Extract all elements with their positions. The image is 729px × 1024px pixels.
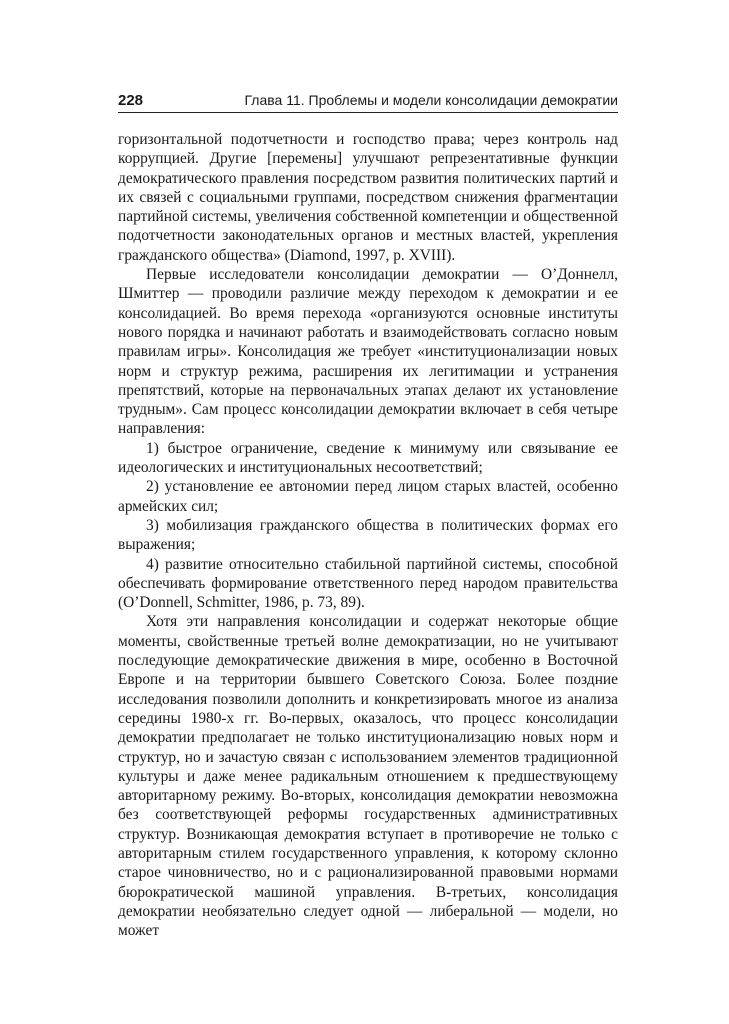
page-number: 228 [118, 92, 144, 109]
list-item: 4) развитие относительно стабильной партийной системы, способной обеспечивать формирование ответственного перед народом правительства (O’Donnell, Schmitter, 1986, p. 73, 89). [118, 555, 618, 612]
paragraph: Хотя эти направления консолидации и содержат некоторые общие моменты, свойственные третьей волне демократизации, но не учитывают последующие демократические движения в мире, особенно в Восточной Европе и на территории бывшего Советского Союза. Более поздние исследования позволили дополнить и конкретизировать многое из анализа середины 1980-х гг. Во-первых, оказалось, что процесс консолидации демократии предполагает не только институционализацию новых норм и структур, но и зачастую связан с использованием элементов традиционной культуры и даже менее радикальным отношением к предшествующему авторитарному режиму. Во-вторых, консолидация демократии невозможна без соответствующей реформы государственных административных структур. Возникающая демократия вступает в противоречие не только с авторитарным стилем государственного управления, к которому склонно старое чиновничество, но и с рационализированной правовыми нормами бюрократической машиной управления. В-третьих, консолидация демократии необязательно следует одной — либеральной — модели, но может [118, 613, 618, 940]
page-header [118, 92, 618, 113]
running-title: Глава 11. Проблемы и модели консолидации демократии [244, 92, 618, 108]
list-item: 3) мобилизация гражданского общества в политических формах его выражения; [118, 516, 618, 554]
body-text [118, 130, 618, 940]
list-item: 2) установление ее автономии перед лицом старых властей, особенно армейских сил; [118, 478, 618, 515]
paragraph: Первые исследователи консолидации демократии — О’Доннелл, Шмиттер — проводили различие между переходом к демократии и ее консолидацией. Во время перехода «организуются основные институты нового порядка и начинают работать и взаимодействовать согласно новым правилам игры». Консолидация же требует «институционализации новых норм и структур режима, расширения их легитимации и устранения препятствий, которые на первоначальных этапах делают их установление трудным». Сам процесс консолидации демократии включает в себя четыре направления: [118, 266, 618, 438]
list-item: 1) быстрое ограничение, сведение к минимуму или связывание ее идеологических и институциональных несоответствий; [118, 439, 618, 477]
paragraph: горизонтальной подотчетности и господство права; через контроль над коррупцией. Другие [перемены] улучшают репрезентативные функции демократического правления посредством развития политических партий и их связей с социальными группами, посредством снижения фрагментации партийной системы, увеличения собственной компетенции и общественной подотчетности законодательных органов и местных властей, укрепления гражданского общества» (Diamond, 1997, p. XVIII). [118, 131, 618, 264]
